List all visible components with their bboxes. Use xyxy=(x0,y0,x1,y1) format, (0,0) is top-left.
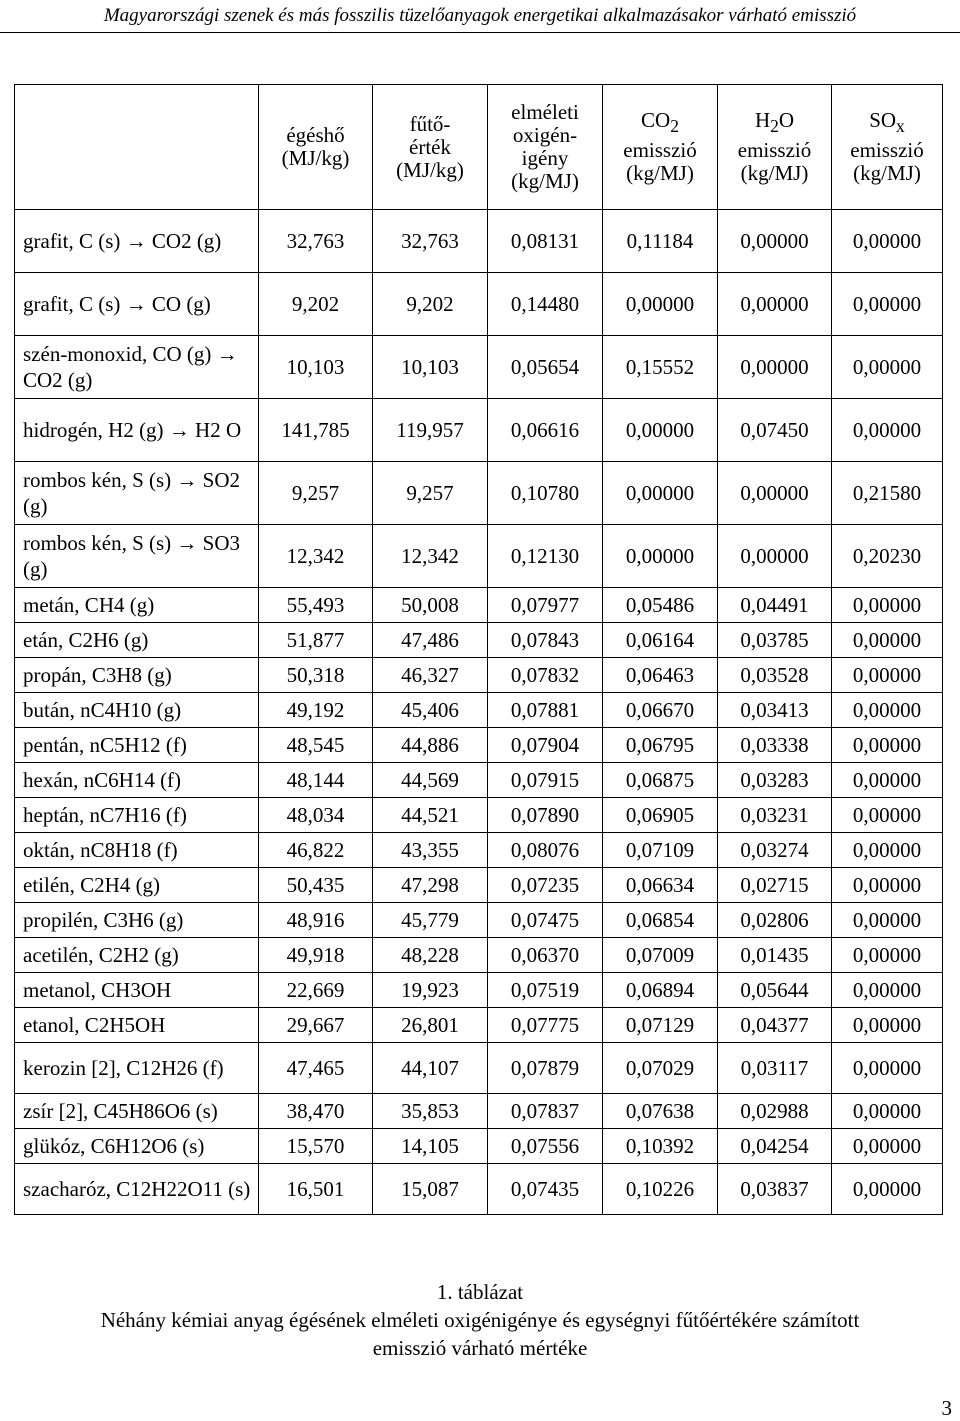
table-cell: 0,07775 xyxy=(488,1008,603,1043)
table-row xyxy=(15,210,943,273)
table-cell: 0,00000 xyxy=(603,462,718,525)
table-cell: 0,06164 xyxy=(603,623,718,658)
table-cell: 0,06854 xyxy=(603,903,718,938)
table-row xyxy=(15,1094,943,1129)
table-cell: 0,15552 xyxy=(603,336,718,399)
table-cell: 0,20230 xyxy=(832,525,943,588)
table-cell: 0,07235 xyxy=(488,868,603,903)
table-cell: 12,342 xyxy=(259,525,373,588)
table-cell: 0,08076 xyxy=(488,833,603,868)
table-cell: 26,801 xyxy=(373,1008,488,1043)
table-row xyxy=(15,658,943,693)
table-caption xyxy=(0,1278,960,1362)
table-cell: 0,10392 xyxy=(603,1129,718,1164)
table-row xyxy=(15,903,943,938)
table-row xyxy=(15,973,943,1008)
table-cell: 0,08131 xyxy=(488,210,603,273)
table-cell: 0,07879 xyxy=(488,1043,603,1094)
table-cell: 0,06370 xyxy=(488,938,603,973)
table-cell: 0,00000 xyxy=(832,938,943,973)
table-cell: 10,103 xyxy=(259,336,373,399)
table-cell: 44,107 xyxy=(373,1043,488,1094)
table-cell: 0,03283 xyxy=(718,763,832,798)
table-cell: 0,00000 xyxy=(832,1043,943,1094)
table-cell: 0,05486 xyxy=(603,588,718,623)
table-cell: 0,05644 xyxy=(718,973,832,1008)
table-cell: 46,822 xyxy=(259,833,373,868)
table-cell: 0,11184 xyxy=(603,210,718,273)
table-cell: 43,355 xyxy=(373,833,488,868)
substance-name: bután, nC4H10 (g) xyxy=(15,693,259,728)
table-cell: 0,07450 xyxy=(718,399,832,462)
table-cell: 0,07109 xyxy=(603,833,718,868)
table-row xyxy=(15,693,943,728)
column-header-co2-emission: $CO_2$ emisszió (kg/MJ) xyxy=(603,85,718,210)
table-cell: 0,06894 xyxy=(603,973,718,1008)
table-cell: 0,00000 xyxy=(832,588,943,623)
table-cell: 0,05654 xyxy=(488,336,603,399)
column-header-sox-emission: $SO_x$ emisszió (kg/MJ) xyxy=(832,85,943,210)
substance-name: heptán, nC7H16 (f) xyxy=(15,798,259,833)
table-cell: 48,034 xyxy=(259,798,373,833)
table-row xyxy=(15,462,943,525)
table-cell: 0,07475 xyxy=(488,903,603,938)
table-cell: 0,06670 xyxy=(603,693,718,728)
table-cell: 0,12130 xyxy=(488,525,603,588)
table-cell: 0,00000 xyxy=(832,973,943,1008)
table-cell: 0,03837 xyxy=(718,1164,832,1215)
table-cell: 12,342 xyxy=(373,525,488,588)
table-cell: 119,957 xyxy=(373,399,488,462)
table-cell: 0,06905 xyxy=(603,798,718,833)
table-cell: 0,14480 xyxy=(488,273,603,336)
table-cell: 0,00000 xyxy=(718,210,832,273)
table-cell: 0,03274 xyxy=(718,833,832,868)
table-row xyxy=(15,763,943,798)
substance-name: kerozin [2], C12H26 (f) xyxy=(15,1043,259,1094)
caption-text-line2: emisszió várható mértéke xyxy=(372,1336,588,1360)
substance-name: etanol, C2H5OH xyxy=(15,1008,259,1043)
table-cell: 45,406 xyxy=(373,693,488,728)
table-cell: 0,02988 xyxy=(718,1094,832,1129)
table-cell: 0,00000 xyxy=(832,1129,943,1164)
table-cell: 9,202 xyxy=(373,273,488,336)
table-cell: 50,318 xyxy=(259,658,373,693)
table-cell: 0,07977 xyxy=(488,588,603,623)
table-cell: 0,03785 xyxy=(718,623,832,658)
table-cell: 9,257 xyxy=(373,462,488,525)
table-cell: 0,21580 xyxy=(832,462,943,525)
table-cell: 0,00000 xyxy=(718,273,832,336)
table-header-row xyxy=(15,85,943,210)
table-cell: 48,144 xyxy=(259,763,373,798)
table-row xyxy=(15,868,943,903)
table-cell: 14,105 xyxy=(373,1129,488,1164)
table-cell: 22,669 xyxy=(259,973,373,1008)
table-cell: 48,228 xyxy=(373,938,488,973)
table-cell: 55,493 xyxy=(259,588,373,623)
table-row xyxy=(15,623,943,658)
table-cell: 44,569 xyxy=(373,763,488,798)
table-row xyxy=(15,728,943,763)
table-cell: 0,10780 xyxy=(488,462,603,525)
table-cell: 0,00000 xyxy=(832,868,943,903)
table-cell: 141,785 xyxy=(259,399,373,462)
table-cell: 44,521 xyxy=(373,798,488,833)
table-cell: 0,07915 xyxy=(488,763,603,798)
page-number: 3 xyxy=(941,1396,952,1420)
table-cell: 0,02806 xyxy=(718,903,832,938)
table-cell: 0,04377 xyxy=(718,1008,832,1043)
table-cell: 0,00000 xyxy=(718,525,832,588)
substance-name: glükóz, C6H12O6 (s) xyxy=(15,1129,259,1164)
table-cell: 15,087 xyxy=(373,1164,488,1215)
substance-name: grafit, C (s) → CO2 (g) xyxy=(15,210,259,273)
substance-name: etilén, C2H4 (g) xyxy=(15,868,259,903)
table-cell: 0,07837 xyxy=(488,1094,603,1129)
table-cell: 0,00000 xyxy=(832,623,943,658)
substance-name: szén-monoxid, CO (g) → CO2 (g) xyxy=(15,336,259,399)
table-cell: 9,257 xyxy=(259,462,373,525)
column-header-heat-of-combustion: égéshő (MJ/kg) xyxy=(259,85,373,210)
table-cell: 48,916 xyxy=(259,903,373,938)
table-cell: 0,07435 xyxy=(488,1164,603,1215)
table-cell: 0,06875 xyxy=(603,763,718,798)
caption-number: 1. táblázat xyxy=(436,1280,524,1304)
table-cell: 10,103 xyxy=(373,336,488,399)
table-cell: 0,00000 xyxy=(832,728,943,763)
caption-text-line1: Néhány kémiai anyag égésének elméleti oxigénigénye és egységnyi fűtőértékére számított xyxy=(100,1308,860,1332)
table-cell: 51,877 xyxy=(259,623,373,658)
table-cell: 0,00000 xyxy=(832,1094,943,1129)
table-cell: 0,00000 xyxy=(832,763,943,798)
table-cell: 0,07890 xyxy=(488,798,603,833)
table-row xyxy=(15,938,943,973)
table-cell: 47,465 xyxy=(259,1043,373,1094)
substance-name: metanol, CH3OH xyxy=(15,973,259,1008)
table-cell: 0,07519 xyxy=(488,973,603,1008)
table-row xyxy=(15,833,943,868)
table-cell: 50,008 xyxy=(373,588,488,623)
table-cell: 0,00000 xyxy=(832,399,943,462)
table-row xyxy=(15,1008,943,1043)
table-cell: 0,03338 xyxy=(718,728,832,763)
table-cell: 0,00000 xyxy=(603,273,718,336)
table-cell: 47,486 xyxy=(373,623,488,658)
table-cell: 0,07029 xyxy=(603,1043,718,1094)
substance-name: etán, C2H6 (g) xyxy=(15,623,259,658)
table-row xyxy=(15,336,943,399)
table-cell: 49,192 xyxy=(259,693,373,728)
table-cell: 46,327 xyxy=(373,658,488,693)
table-cell: 38,470 xyxy=(259,1094,373,1129)
table-cell: 49,918 xyxy=(259,938,373,973)
table-cell: 0,07556 xyxy=(488,1129,603,1164)
table-cell: 0,07904 xyxy=(488,728,603,763)
table-row xyxy=(15,588,943,623)
column-header-substance xyxy=(15,85,259,210)
table-cell: 45,779 xyxy=(373,903,488,938)
table-row xyxy=(15,798,943,833)
table-cell: 48,545 xyxy=(259,728,373,763)
substance-name: grafit, C (s) → CO (g) xyxy=(15,273,259,336)
table-cell: 0,07881 xyxy=(488,693,603,728)
table-cell: 44,886 xyxy=(373,728,488,763)
table-row xyxy=(15,1164,943,1215)
table-cell: 0,07843 xyxy=(488,623,603,658)
substance-name: metán, CH4 (g) xyxy=(15,588,259,623)
table-cell: 16,501 xyxy=(259,1164,373,1215)
table-cell: 0,03117 xyxy=(718,1043,832,1094)
table-cell: 0,01435 xyxy=(718,938,832,973)
table-row xyxy=(15,399,943,462)
table-row xyxy=(15,1043,943,1094)
emission-table xyxy=(14,84,943,1215)
substance-name: rombos kén, S (s) → SO3 (g) xyxy=(15,525,259,588)
table-cell: 0,07832 xyxy=(488,658,603,693)
substance-name: oktán, nC8H18 (f) xyxy=(15,833,259,868)
substance-name: szacharóz, C12H22O11 (s) xyxy=(15,1164,259,1215)
table-cell: 0,00000 xyxy=(832,658,943,693)
table-cell: 0,04491 xyxy=(718,588,832,623)
table-cell: 32,763 xyxy=(259,210,373,273)
column-header-h2o-emission: $H_2O$ emisszió (kg/MJ) xyxy=(718,85,832,210)
substance-name: propán, C3H8 (g) xyxy=(15,658,259,693)
table-cell: 29,667 xyxy=(259,1008,373,1043)
substance-name: propilén, C3H6 (g) xyxy=(15,903,259,938)
table-cell: 0,06616 xyxy=(488,399,603,462)
table-cell: 0,07129 xyxy=(603,1008,718,1043)
table-cell: 9,202 xyxy=(259,273,373,336)
table-cell: 0,04254 xyxy=(718,1129,832,1164)
table-cell: 0,00000 xyxy=(832,273,943,336)
table-cell: 0,03528 xyxy=(718,658,832,693)
table-cell: 35,853 xyxy=(373,1094,488,1129)
table-cell: 0,00000 xyxy=(832,833,943,868)
table-row xyxy=(15,525,943,588)
table-cell: 0,02715 xyxy=(718,868,832,903)
table-cell: 50,435 xyxy=(259,868,373,903)
table-cell: 0,00000 xyxy=(718,462,832,525)
table-cell: 0,00000 xyxy=(718,336,832,399)
table-cell: 0,00000 xyxy=(832,903,943,938)
table-cell: 0,00000 xyxy=(832,1008,943,1043)
running-header: Magyarországi szenek és más fosszilis tüzelőanyagok energetikai alkalmazásakor várható emisszió xyxy=(0,2,960,33)
table-cell: 0,06634 xyxy=(603,868,718,903)
table-cell: 32,763 xyxy=(373,210,488,273)
table-cell: 0,03413 xyxy=(718,693,832,728)
table-cell: 47,298 xyxy=(373,868,488,903)
column-header-oxygen-demand: elméleti oxigén- igény (kg/MJ) xyxy=(488,85,603,210)
substance-name: hidrogén, H2 (g) → H2 O xyxy=(15,399,259,462)
table-cell: 0,00000 xyxy=(832,1164,943,1215)
table-cell: 0,00000 xyxy=(603,525,718,588)
substance-name: zsír [2], C45H86O6 (s) xyxy=(15,1094,259,1129)
table-row xyxy=(15,273,943,336)
table-cell: 0,00000 xyxy=(603,399,718,462)
table-cell: 0,00000 xyxy=(832,336,943,399)
table-cell: 0,07638 xyxy=(603,1094,718,1129)
substance-name: pentán, nC5H12 (f) xyxy=(15,728,259,763)
table-cell: 19,923 xyxy=(373,973,488,1008)
table-cell: 0,03231 xyxy=(718,798,832,833)
table-cell: 0,00000 xyxy=(832,798,943,833)
column-header-heating-value: fűtő- érték (MJ/kg) xyxy=(373,85,488,210)
table-cell: 0,07009 xyxy=(603,938,718,973)
table-cell: 0,06463 xyxy=(603,658,718,693)
substance-name: hexán, nC6H14 (f) xyxy=(15,763,259,798)
substance-name: acetilén, C2H2 (g) xyxy=(15,938,259,973)
table-cell: 0,00000 xyxy=(832,210,943,273)
table-cell: 0,06795 xyxy=(603,728,718,763)
table-cell: 15,570 xyxy=(259,1129,373,1164)
table-cell: 0,10226 xyxy=(603,1164,718,1215)
table-cell: 0,00000 xyxy=(832,693,943,728)
table-row xyxy=(15,1129,943,1164)
substance-name: rombos kén, S (s) → SO2 (g) xyxy=(15,462,259,525)
